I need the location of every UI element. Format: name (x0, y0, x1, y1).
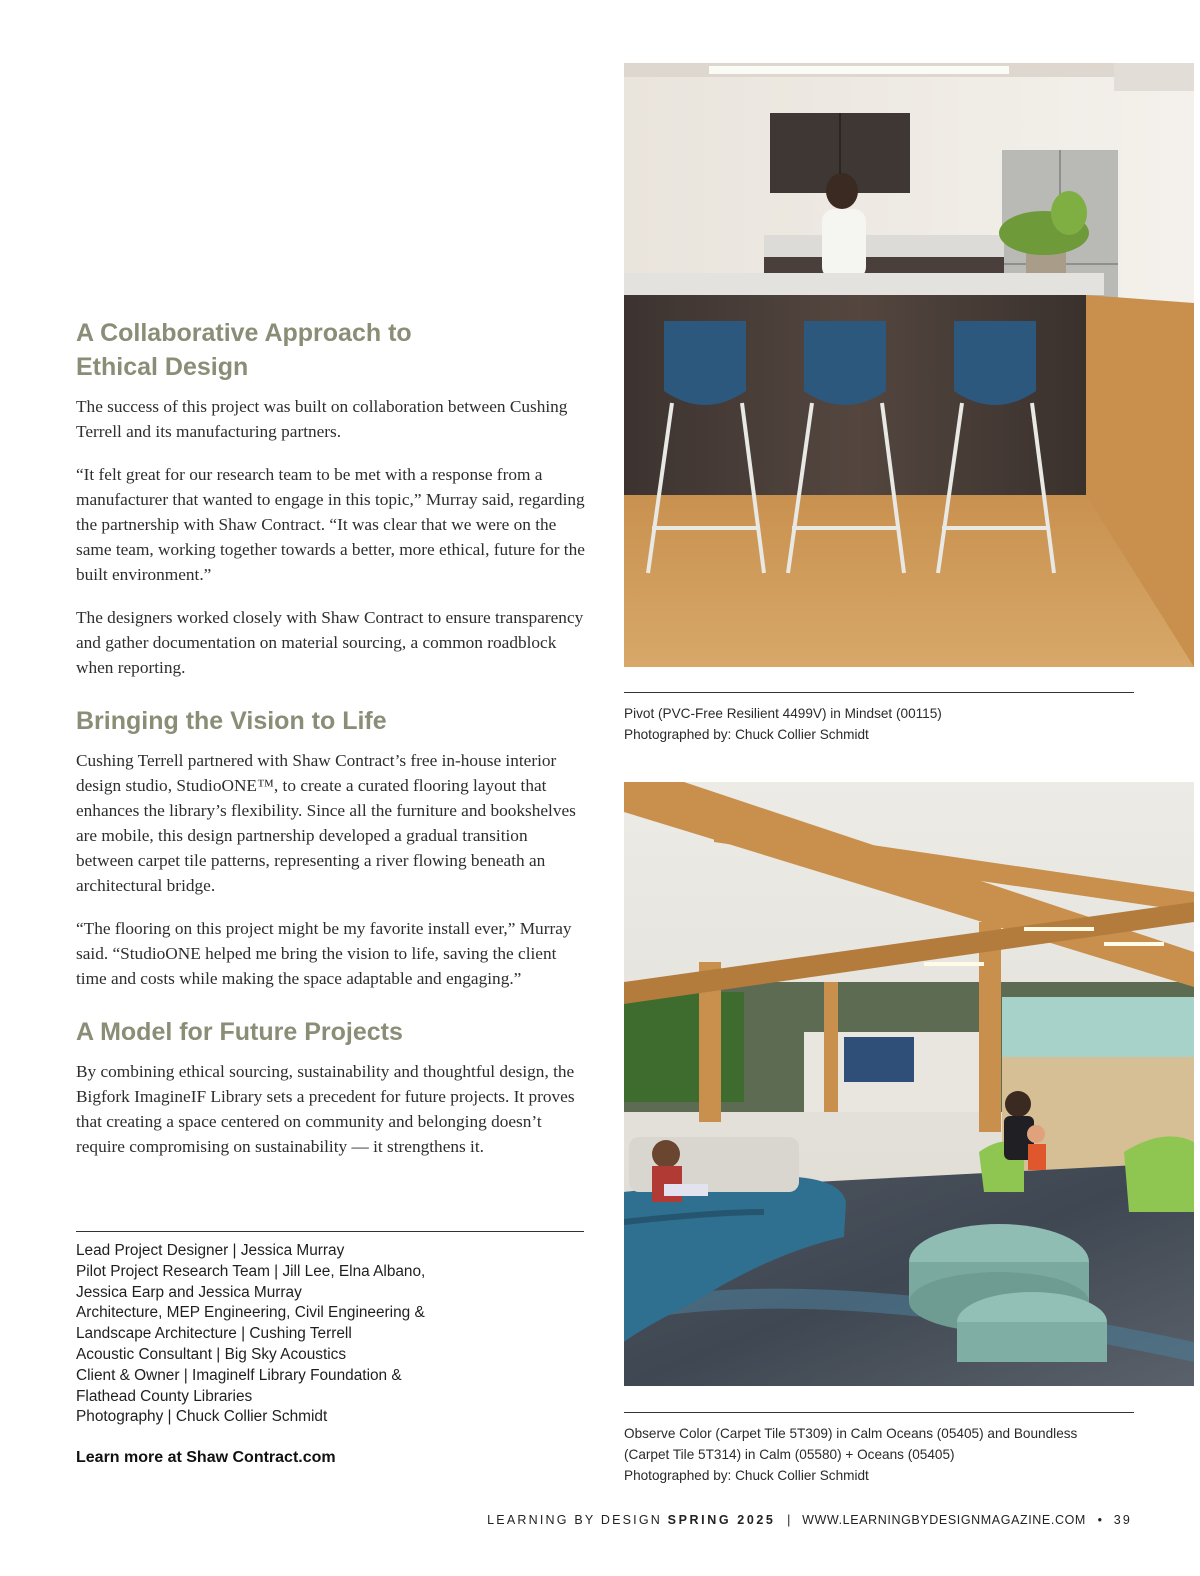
credit-line: Jessica Earp and Jessica Murray (76, 1283, 302, 1301)
section-heading-model: A Model for Future Projects (76, 1018, 403, 1046)
kitchen-caption-divider (624, 692, 1134, 693)
section-heading-collaborative (76, 316, 588, 384)
footer-separator: | (787, 1513, 791, 1527)
magazine-name: LEARNING BY DESIGN (487, 1513, 662, 1527)
credit-line: Architecture, MEP Engineering, Civil Engineering & (76, 1304, 425, 1322)
heading-line: Ethical Design (76, 353, 249, 381)
caption-line: Observe Color (Carpet Tile 5T309) in Calm Oceans (05405) and Boundless (624, 1426, 1078, 1441)
article-body (76, 316, 588, 1177)
page-footer (487, 1513, 1132, 1527)
kitchen-photo (624, 63, 1194, 667)
credit-line: Client & Owner | Imaginelf Library Foundation & (76, 1366, 402, 1384)
paragraph: By combining ethical sourcing, sustainability and thoughtful design, the Bigfork ImagineIF Library sets a precedent for future projects. It proves that creating a space centered on community and belonging doesn’t require compromising on sustainability — it strengthens it. (76, 1062, 575, 1156)
library-caption (624, 1424, 1077, 1486)
library-photo (624, 782, 1194, 1386)
learn-more-link[interactable]: Learn more at Shaw Contract.com (76, 1449, 336, 1466)
caption-line: (Carpet Tile 5T314) in Calm (05580) + Oceans (05405) (624, 1446, 955, 1462)
paragraph: Cushing Terrell partnered with Shaw Contract’s free in-house interior design studio, StudioONE™, to create a curated flooring layout that enhances the library’s flexibility. Since all the furniture and bookshelves are mobile, this design partnership developed a gradual transition between carpet tile patterns, representing a river flowing beneath an architectural bridge. (76, 751, 576, 895)
paragraph: The designers worked closely with Shaw Contract to ensure transparency and gather documentation on material sourcing, a common roadblock when reporting. (76, 608, 584, 677)
credits-divider (76, 1231, 584, 1232)
heading-line: A Collaborative Approach to (76, 319, 412, 347)
credit-line: Landscape Architecture | Cushing Terrell (76, 1325, 352, 1343)
credit-line: Pilot Project Research Team | Jill Lee, Elna Albano, (76, 1262, 426, 1280)
caption-line: Pivot (PVC-Free Resilient 4499V) in Mindset (00115) (624, 706, 942, 721)
credit-line: Lead Project Designer | Jessica Murray (76, 1242, 345, 1259)
section-heading-vision: Bringing the Vision to Life (76, 707, 387, 735)
project-credits (76, 1241, 596, 1428)
library-caption-divider (624, 1412, 1134, 1413)
credit-line: Acoustic Consultant | Big Sky Acoustics (76, 1345, 347, 1363)
paragraph: The success of this project was built on collaboration between Cushing Terrell and its manufacturing partners. (76, 397, 568, 441)
paragraph: “It felt great for our research team to be met with a response from a manufacturer that wanted to engage in this topic,” Murray said, regarding the partnership with Shaw Contract. “It was clear that we were on the same team, working together towards a better, more ethical, future for the built environment.” (76, 465, 585, 584)
footer-bullet: • (1097, 1513, 1102, 1527)
kitchen-caption (624, 704, 942, 746)
website-link[interactable]: WWW.LEARNINGBYDESIGNMAGAZINE.COM (802, 1513, 1086, 1527)
caption-line: Photographed by: Chuck Collier Schmidt (624, 726, 869, 742)
credit-line: Flathead County Libraries (76, 1387, 253, 1405)
issue-label: SPRING 2025 (667, 1513, 776, 1527)
page-number: 39 (1113, 1513, 1132, 1527)
paragraph: “The flooring on this project might be my favorite install ever,” Murray said. “StudioONE helped me bring the vision to life, saving the client time and costs while making the space adaptable and engaging.” (76, 919, 572, 988)
credit-line: Photography | Chuck Collier Schmidt (76, 1408, 328, 1426)
caption-line: Photographed by: Chuck Collier Schmidt (624, 1467, 869, 1483)
